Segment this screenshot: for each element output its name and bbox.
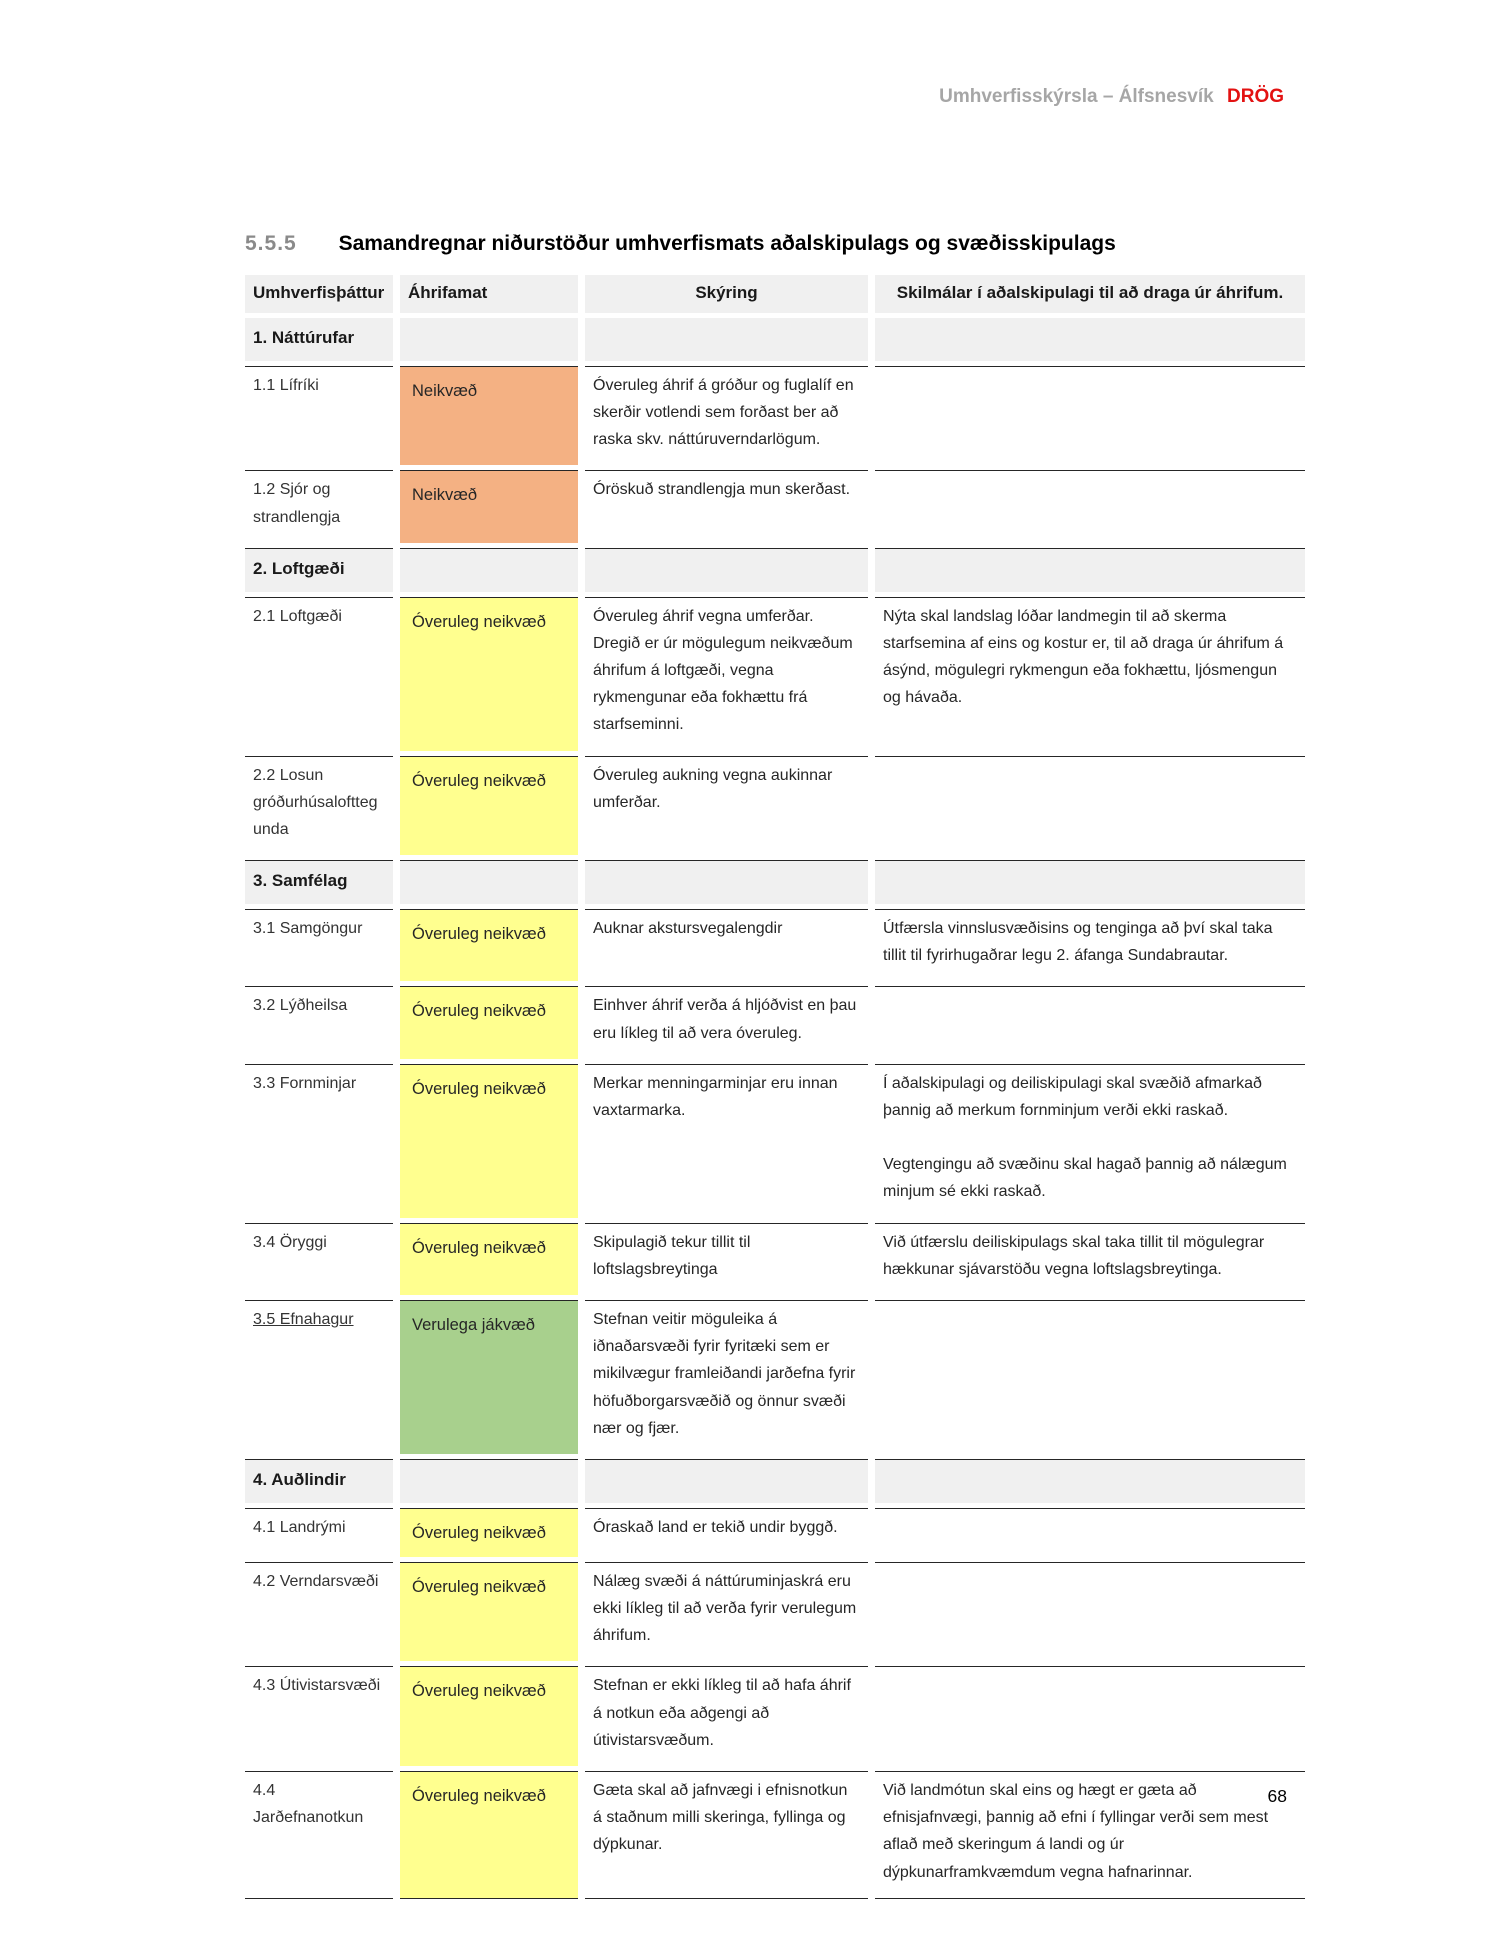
conditions-cell — [875, 986, 1305, 1058]
conditions-cell — [875, 909, 1305, 981]
conditions-cell — [875, 366, 1305, 466]
factor-cell: 3.2 Lýðheilsa — [245, 986, 393, 1058]
rating-cell: Neikvæð — [400, 366, 578, 466]
conditions-cell — [875, 1562, 1305, 1662]
section-number: 5.5.5 — [245, 232, 297, 255]
rating-cell: Óveruleg neikvæð — [400, 986, 578, 1058]
rating-cell: Óveruleg neikvæð — [400, 1562, 578, 1662]
conditions-paragraph: Útfærsla vinnslusvæðisins og tenginga að því skal taka tillit til fyrirhugaðrar legu 2. áfanga Sundabrautar. — [883, 920, 1273, 965]
table-row — [245, 597, 1305, 751]
section-row — [245, 548, 1305, 592]
explanation-cell: Óröskuð strandlengja mun skerðast. — [585, 470, 868, 542]
explanation-cell: Gæta skal að jafnvægi i efnisnotkun á staðnum milli skeringa, fyllinga og dýpkunar. — [585, 1771, 868, 1899]
column-header-umhverfisthattur: Umhverfisþáttur — [245, 275, 393, 313]
rating-cell: Óveruleg neikvæð — [400, 909, 578, 981]
section-empty-cell — [585, 1459, 868, 1503]
table-header-row — [245, 275, 1305, 313]
factor-cell: 4.4 Jarðefnanotkun — [245, 1771, 393, 1899]
explanation-cell: Nálæg svæði á náttúruminjaskrá eru ekki líkleg til að verða fyrir verulegum áhrifum. — [585, 1562, 868, 1662]
table-row — [245, 1508, 1305, 1557]
section-title-cell: 4. Auðlindir — [245, 1459, 393, 1503]
conditions-paragraph: Við landmótun skal eins og hægt er gæta að efnisjafnvægi, þannig að efni í fyllingar verði sem mest aflað með skeringum á landi og úr dýpkunarframkvæmdum vegna hafnarinnar. — [883, 1781, 1269, 1881]
section-empty-cell — [585, 318, 868, 361]
conditions-paragraph: Við útfærslu deiliskipulags skal taka tillit til mögulegrar hækkunar sjávarstöðu vegna loftslagsbreytinga. — [883, 1233, 1265, 1278]
factor-cell: 3.1 Samgöngur — [245, 909, 393, 981]
document-header — [245, 86, 1310, 108]
section-empty-cell — [875, 318, 1305, 361]
table-row — [245, 1562, 1305, 1662]
factor-cell: 4.1 Landrými — [245, 1508, 393, 1557]
section-empty-cell — [400, 548, 578, 592]
explanation-cell: Óraskað land er tekið undir byggð. — [585, 1508, 868, 1557]
column-header-ahrifamat: Áhrifamat — [400, 275, 578, 313]
conditions-paragraph: Í aðalskipulagi og deiliskipulagi skal svæðið afmarkað þannig að merkum fornminjum verði ekki raskað. — [883, 1074, 1262, 1120]
section-row — [245, 1459, 1305, 1503]
rating-cell: Óveruleg neikvæð — [400, 756, 578, 856]
section-empty-cell — [400, 318, 578, 361]
rating-cell: Óveruleg neikvæð — [400, 1064, 578, 1218]
rating-cell: Óveruleg neikvæð — [400, 597, 578, 751]
section-title-cell: 1. Náttúrufar — [245, 318, 393, 361]
table-row — [245, 756, 1305, 856]
section-heading — [245, 232, 1365, 256]
rating-cell: Óveruleg neikvæð — [400, 1508, 578, 1557]
table-body — [245, 318, 1305, 1899]
factor-cell: 3.5 Efnahagur — [245, 1300, 393, 1454]
conditions-cell — [875, 470, 1305, 542]
section-title-cell: 2. Loftgæði — [245, 548, 393, 592]
explanation-cell: Óveruleg áhrif vegna umferðar. Dregið er úr mögulegum neikvæðum áhrifum á loftgæði, vegna rykmengunar eða fokhættu frá starfseminni. — [585, 597, 868, 751]
explanation-cell: Stefnan er ekki líkleg til að hafa áhrif á notkun eða aðgengi að útivistarsvæðum. — [585, 1666, 868, 1766]
section-empty-cell — [875, 860, 1305, 904]
conditions-paragraph: Vegtengingu að svæðinu skal hagað þannig að nálægum minjum sé ekki raskað. — [883, 1156, 1287, 1201]
section-empty-cell — [585, 860, 868, 904]
conditions-paragraph: Nýta skal landslag lóðar landmegin til að skerma starfsemina af eins og kostur er, til að draga úr áhrifum á ásýnd, mögulegri rykmengun eða fokhættu, ljósmengun og hávaða. — [883, 607, 1284, 707]
impact-assessment-table — [238, 270, 1312, 1904]
factor-cell: 3.3 Fornminjar — [245, 1064, 393, 1218]
table-header — [245, 275, 1305, 313]
conditions-cell — [875, 1223, 1305, 1295]
table-row — [245, 1666, 1305, 1766]
explanation-cell: Einhver áhrif verða á hljóðvist en þau eru líkleg til að vera óveruleg. — [585, 986, 868, 1058]
conditions-cell — [875, 1508, 1305, 1557]
factor-cell: 4.3 Útivistarsvæði — [245, 1666, 393, 1766]
explanation-cell: Auknar akstursvegalengdir — [585, 909, 868, 981]
section-empty-cell — [400, 1459, 578, 1503]
header-draft-label: DRÖG — [1227, 86, 1284, 107]
section-title-cell: 3. Samfélag — [245, 860, 393, 904]
rating-cell: Óveruleg neikvæð — [400, 1666, 578, 1766]
table-row — [245, 366, 1305, 466]
section-empty-cell — [585, 548, 868, 592]
header-title: Umhverfisskýrsla – Álfsnesvík — [939, 86, 1214, 107]
table-row — [245, 909, 1305, 981]
explanation-cell: Óveruleg áhrif á gróður og fuglalíf en skerðir votlendi sem forðast ber að raska skv. náttúruverndarlögum. — [585, 366, 868, 466]
rating-cell: Neikvæð — [400, 470, 578, 542]
section-empty-cell — [400, 860, 578, 904]
explanation-cell: Stefnan veitir möguleika á iðnaðarsvæði fyrir fyritæki sem er mikilvægur framleiðandi jarðefna fyrir höfuðborgarsvæðið og önnur svæði nær og fjær. — [585, 1300, 868, 1454]
column-header-skyring: Skýring — [585, 275, 868, 313]
section-row — [245, 318, 1305, 361]
factor-cell: 1.2 Sjór og strandlengja — [245, 470, 393, 542]
factor-cell: 2.1 Loftgæði — [245, 597, 393, 751]
conditions-cell — [875, 1064, 1305, 1218]
table-row — [245, 470, 1305, 542]
section-empty-cell — [875, 1459, 1305, 1503]
section-empty-cell — [875, 548, 1305, 592]
conditions-cell — [875, 756, 1305, 856]
page-number: 68 — [1267, 1786, 1287, 1806]
explanation-cell: Merkar menningarminjar eru innan vaxtarmarka. — [585, 1064, 868, 1218]
section-title: Samandregnar niðurstöður umhverfismats aðalskipulags og svæðisskipulags — [338, 232, 1116, 255]
table-row — [245, 1064, 1305, 1218]
table-row — [245, 1223, 1305, 1295]
table-row — [245, 986, 1305, 1058]
explanation-cell: Skipulagið tekur tillit til loftslagsbreytinga — [585, 1223, 868, 1295]
column-header-skilmalar: Skilmálar í aðalskipulagi til að draga úr áhrifum. — [875, 275, 1305, 313]
conditions-cell — [875, 1300, 1305, 1454]
rating-cell: Óveruleg neikvæð — [400, 1223, 578, 1295]
conditions-cell — [875, 597, 1305, 751]
section-row — [245, 860, 1305, 904]
factor-cell: 3.4 Öryggi — [245, 1223, 393, 1295]
table-row — [245, 1300, 1305, 1454]
rating-cell: Verulega jákvæð — [400, 1300, 578, 1454]
factor-cell: 1.1 Lífríki — [245, 366, 393, 466]
explanation-cell: Óveruleg aukning vegna aukinnar umferðar. — [585, 756, 868, 856]
rating-cell: Óveruleg neikvæð — [400, 1771, 578, 1899]
factor-cell: 4.2 Verndarsvæði — [245, 1562, 393, 1662]
conditions-cell — [875, 1666, 1305, 1766]
factor-cell: 2.2 Losun gróðurhúsalofttegunda — [245, 756, 393, 856]
